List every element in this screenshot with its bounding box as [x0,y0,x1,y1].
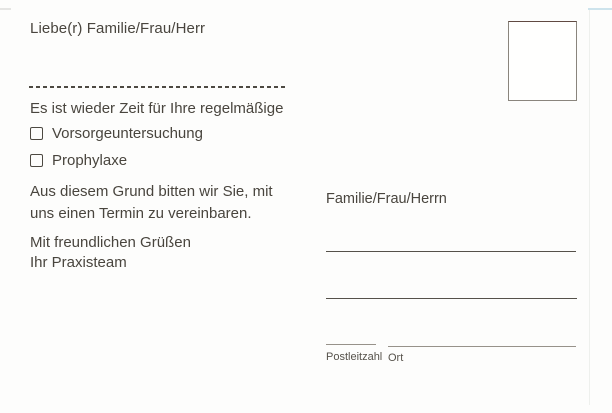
request-paragraph [30,181,273,225]
address-write-line-2 [326,298,577,299]
intro-line: Es ist wieder Zeit für Ihre regelmäßige [30,100,284,117]
closing-line-2: Ihr Praxisteam [30,254,127,271]
address-write-line-1 [326,251,576,252]
postal-code-write-line [326,344,376,345]
greeting-line: Liebe(r) Familie/Frau/Herr [30,20,206,37]
postal-code-label: Postleitzahl [326,351,383,363]
city-write-line [388,346,576,347]
option-row-prophylaxe [30,152,127,169]
request-line-2: uns einen Termin zu vereinbaren. [30,205,252,222]
city-label: Ort [388,352,404,364]
option-row-vorsorgeuntersuchung [30,125,203,142]
closing-paragraph [30,233,191,273]
option-label-prophylaxe: Prophylaxe [52,152,128,169]
dashed-separator [29,86,286,88]
scan-artifact-top-left [0,8,11,10]
request-line-1: Aus diesem Grund bitten wir Sie, mit [30,183,273,200]
checkbox-prophylaxe-icon[interactable] [30,154,43,167]
recipient-label: Familie/Frau/Herrn [326,191,447,207]
scan-artifact-right-edge [589,10,590,405]
scan-artifact-top-right [588,8,612,10]
option-label-vorsorgeuntersuchung: Vorsorgeuntersuchung [52,125,203,142]
closing-line-1: Mit freundlichen Grüßen [30,234,191,251]
checkbox-vorsorgeuntersuchung-icon[interactable] [30,127,43,140]
stamp-box [508,21,577,101]
